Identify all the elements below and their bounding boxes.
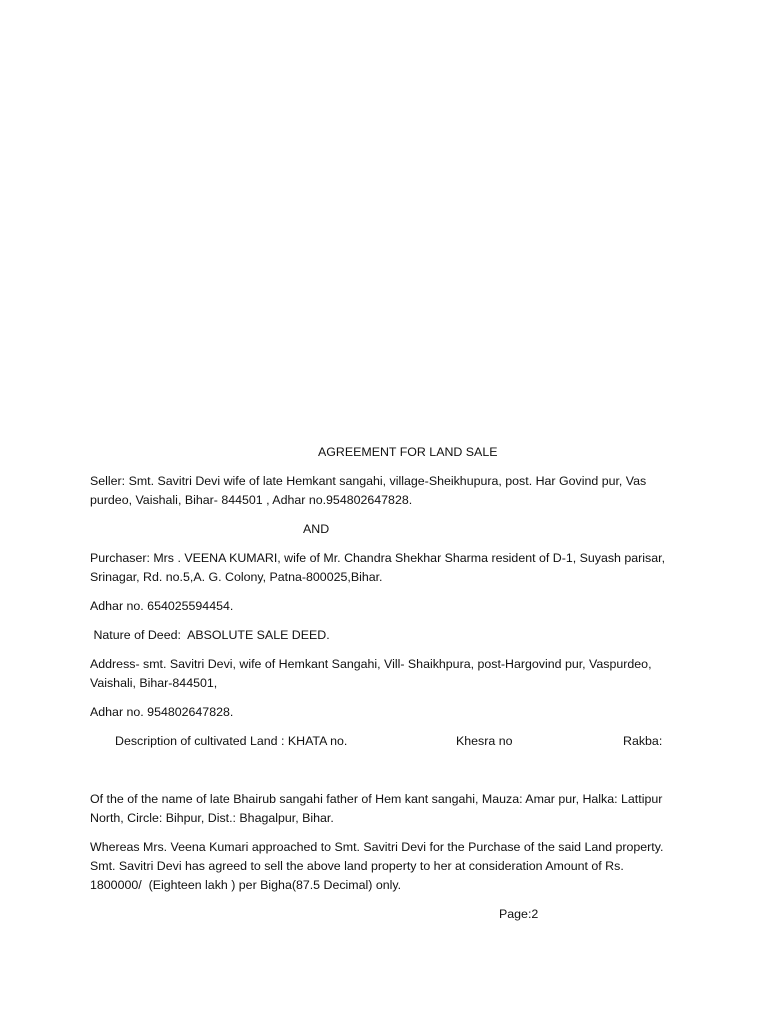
seller-line-2: purdeo, Vaishali, Bihar- 844501 , Adhar no.954802647828. bbox=[90, 493, 413, 507]
page-number: Page:2 bbox=[499, 907, 539, 921]
seller-adhar: Adhar no. 954802647828. bbox=[90, 705, 234, 719]
document-title: AGREEMENT FOR LAND SALE bbox=[318, 445, 498, 459]
purchaser-line-2: Srinagar, Rd. no.5,A. G. Colony, Patna-800025,Bihar. bbox=[90, 570, 383, 584]
and-separator: AND bbox=[303, 522, 330, 536]
ownership-line-1: Of the of the name of late Bhairub sangahi father of Hem kant sangahi, Mauza: Amar pur, Halka: Lattipur bbox=[90, 792, 663, 806]
seller-line-1: Seller: Smt. Savitri Devi wife of late Hemkant sangahi, village-Sheikhupura, post. Har Govind pur, Vas bbox=[90, 474, 647, 488]
purchaser-line-1: Purchaser: Mrs . VEENA KUMARI, wife of Mr. Chandra Shekhar Sharma resident of D-1, Suyash parisar, bbox=[90, 551, 666, 565]
ownership-line-2: North, Circle: Bihpur, Dist.: Bhagalpur, Bihar. bbox=[90, 811, 334, 825]
khesra-label: Khesra no bbox=[456, 734, 513, 748]
address-line-1: Address- smt. Savitri Devi, wife of Hemkant Sangahi, Vill- Shaikhpura, post-Hargovind pur, Vaspurdeo, bbox=[90, 657, 652, 671]
rakba-label: Rakba: bbox=[623, 734, 663, 748]
nature-of-deed: Nature of Deed: ABSOLUTE SALE DEED. bbox=[90, 628, 330, 642]
whereas-line-3: 1800000/ (Eighteen lakh ) per Bigha(87.5 Decimal) only. bbox=[90, 878, 402, 892]
land-description-label: Description of cultivated Land : KHATA no. bbox=[115, 734, 348, 748]
whereas-line-2: Smt. Savitri Devi has agreed to sell the above land property to her at consideration Amount of Rs. bbox=[90, 859, 624, 873]
whereas-line-1: Whereas Mrs. Veena Kumari approached to Smt. Savitri Devi for the Purchase of the said Land property. bbox=[90, 840, 664, 854]
purchaser-adhar: Adhar no. 654025594454. bbox=[90, 599, 234, 613]
address-line-2: Vaishali, Bihar-844501, bbox=[90, 676, 218, 690]
